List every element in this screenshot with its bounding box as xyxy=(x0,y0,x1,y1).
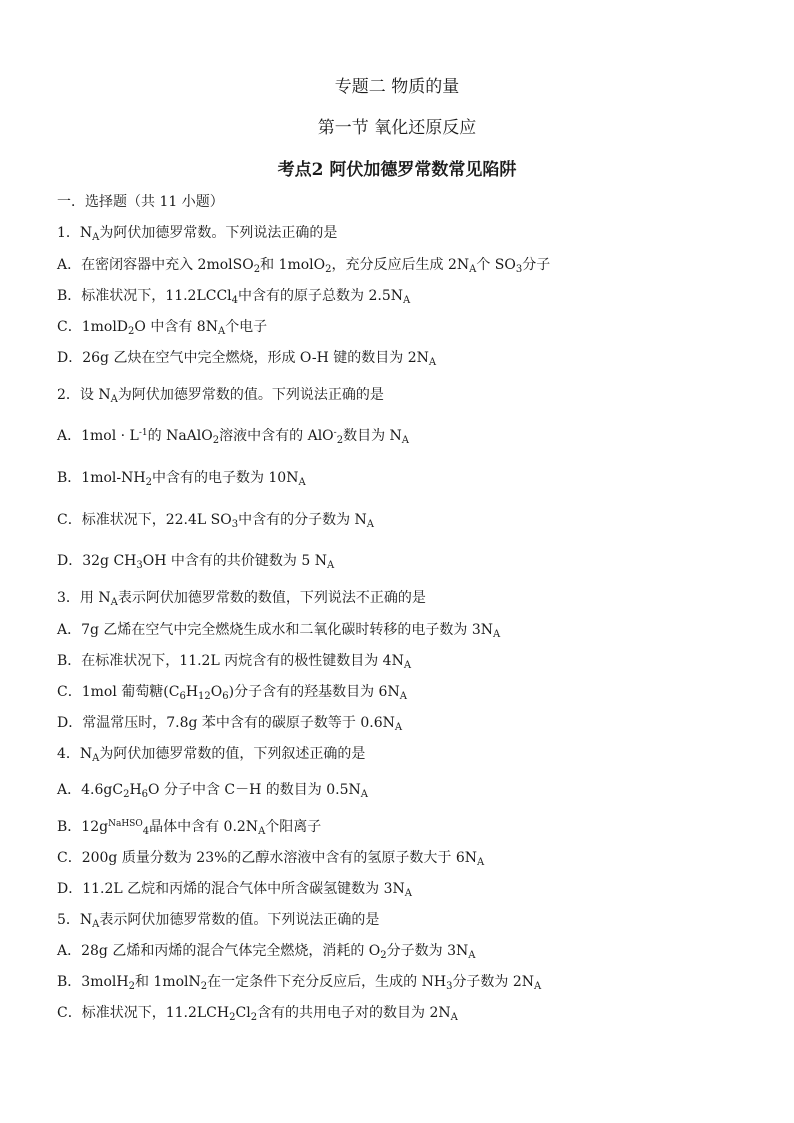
text-segment: C．标准状况下，11.2LCH xyxy=(57,1005,230,1021)
subscript: 2 xyxy=(325,264,332,275)
text-segment: C．1molD xyxy=(57,319,129,335)
text-segment: 2．设 N xyxy=(57,387,111,403)
text-segment: B．标准状况下，11.2LCCl xyxy=(57,288,232,304)
text-segment: 溶液中含有的 AlO xyxy=(219,428,334,444)
text-segment: 4．N xyxy=(57,746,93,762)
answer-option xyxy=(57,683,407,701)
subscript: 2 xyxy=(380,950,387,961)
answer-option xyxy=(57,652,411,670)
subscript: 2 xyxy=(250,1012,258,1023)
answer-option xyxy=(57,287,410,305)
text-segment: C．200g 质量分数为 23%的乙醇水溶液中含有的氢原子数大于 6N xyxy=(57,850,478,866)
subscript: A xyxy=(110,394,118,405)
text-segment: A．28g 乙烯和丙烯的混合气体完全燃烧，消耗的 O xyxy=(57,943,381,959)
subscript: A xyxy=(394,722,403,733)
text-segment: 分子数为 3N xyxy=(386,943,469,959)
topic-title: 专题二 物质的量 xyxy=(334,77,460,97)
question-type-heading: 一．选择题（共 11 小题） xyxy=(57,194,224,210)
question-stem xyxy=(57,911,379,929)
text-segment: A．7g 乙烯在空气中完全燃烧生成水和二氧化碳时转移的电子数为 3N xyxy=(57,622,494,638)
text-segment: A．4.6gC xyxy=(57,782,124,798)
text-segment: D．32g CH xyxy=(57,553,137,569)
answer-option xyxy=(57,349,436,367)
subscript: A xyxy=(493,629,501,640)
text-segment: D．常温常压时，7.8g 苯中含有的碳原子数等于 0.6N xyxy=(57,715,395,731)
text-segment: A．1mol · L xyxy=(57,428,139,444)
subscript: 2 xyxy=(128,326,135,337)
subscript: 3 xyxy=(446,981,453,992)
text-segment: 5．N xyxy=(57,912,93,928)
subscript: 4 xyxy=(231,295,239,306)
subscript: A xyxy=(404,888,412,899)
text-segment: 个 SO xyxy=(476,257,516,273)
text-segment: 晶体中含有 0.2N xyxy=(149,819,259,835)
subscript: A xyxy=(399,691,407,702)
section-title: 第一节 氧化还原反应 xyxy=(317,118,477,138)
superscript: NaHSO xyxy=(108,819,143,829)
text-segment: 3．用 N xyxy=(57,590,111,606)
text-segment: O xyxy=(210,684,223,700)
text-segment: 个电子 xyxy=(225,319,268,335)
answer-option xyxy=(57,942,475,960)
subscript: A xyxy=(92,753,100,764)
text-segment: H xyxy=(185,684,199,700)
point-title: 考点2 阿伏加德罗常数常见陷阱 xyxy=(277,160,517,180)
subscript: A xyxy=(468,950,476,961)
text-segment: O 中含有 8N xyxy=(134,319,218,335)
subscript: 3 xyxy=(515,264,523,275)
text-segment: 数目为 N xyxy=(343,428,402,444)
text-segment: 1．N xyxy=(57,225,93,241)
subscript: A xyxy=(92,232,100,243)
text-segment: B．1mol-NH xyxy=(57,470,146,486)
text-segment: O 分子中含 C－H 的数目为 0.5N xyxy=(148,782,361,798)
subscript: 4 xyxy=(142,826,150,837)
subscript: A xyxy=(298,477,306,488)
text-segment: 为阿伏加德罗常数的值，下列叙述正确的是 xyxy=(99,746,366,762)
text-segment: 中含有的原子总数为 2.5N xyxy=(238,288,404,304)
subscript: 2 xyxy=(128,981,135,992)
answer-option xyxy=(57,781,368,799)
subscript: 3 xyxy=(136,560,143,571)
answer-option xyxy=(57,318,267,336)
text-segment: 为阿伏加德罗常数。下列说法正确的是 xyxy=(99,225,338,241)
answer-option xyxy=(57,1004,458,1022)
subscript: A xyxy=(92,919,100,930)
question-stem xyxy=(57,745,365,763)
subscript: 6 xyxy=(179,691,186,702)
text-segment: 为阿伏加德罗常数的值。下列说法正确的是 xyxy=(117,387,384,403)
text-segment: 含有的共用电子对的数目为 2N xyxy=(257,1005,451,1021)
answer-option xyxy=(57,714,402,732)
text-segment: Cl xyxy=(235,1005,251,1021)
subscript: 2 xyxy=(229,1012,236,1023)
text-segment: 和 1molN xyxy=(134,974,201,990)
text-segment: B．12g xyxy=(57,819,109,835)
text-segment: 分子 xyxy=(522,257,551,273)
text-segment: 中含有的电子数为 10N xyxy=(151,470,299,486)
subscript: 2 xyxy=(200,981,208,992)
subscript: A xyxy=(110,597,118,608)
text-segment: D．11.2L 乙烷和丙烯的混合气体中所含碳氢键数为 3N xyxy=(57,881,405,897)
question-stem xyxy=(57,589,426,607)
answer-option xyxy=(57,880,412,898)
subscript: A xyxy=(477,857,485,868)
question-stem xyxy=(57,386,384,404)
text-segment: ，充分反应后生成 2N xyxy=(331,257,470,273)
text-segment: A．在密闭容器中充入 2molSO xyxy=(57,257,254,273)
subscript: A xyxy=(217,326,226,337)
answer-option xyxy=(57,511,374,529)
subscript: 2 xyxy=(145,477,152,488)
subscript: 2 xyxy=(336,435,344,446)
text-segment: 中含有的分子数为 N xyxy=(238,512,367,528)
text-segment: C．标准状况下，22.4L SO xyxy=(57,512,232,528)
subscript: 2 xyxy=(212,435,220,446)
text-segment: D．26g 乙炔在空气中完全燃烧，形成 O-H 键的数目为 2N xyxy=(57,350,429,366)
text-segment: 在一定条件下充分反应后，生成的 NH xyxy=(207,974,447,990)
subscript: 6 xyxy=(222,691,229,702)
text-segment: B．在标准状况下，11.2L 丙烷含有的极性键数目为 4N xyxy=(57,653,404,669)
subscript: A xyxy=(469,264,477,275)
subscript: A xyxy=(366,519,375,530)
text-segment: 分子数为 2N xyxy=(452,974,535,990)
subscript: A xyxy=(258,826,266,837)
text-segment: 的 NaAlO xyxy=(147,428,213,444)
superscript: - xyxy=(333,428,337,438)
subscript: A xyxy=(403,295,411,306)
subscript: 2 xyxy=(123,789,130,800)
subscript: 12 xyxy=(198,691,211,702)
text-segment: )分子含有的羟基数目为 6N xyxy=(228,684,400,700)
text-segment: 表示阿伏加德罗常数的值。下列说法正确的是 xyxy=(99,912,380,928)
subscript: 2 xyxy=(253,264,261,275)
question-stem xyxy=(57,224,337,242)
subscript: A xyxy=(450,1012,458,1023)
answer-option xyxy=(57,427,409,445)
subscript: A xyxy=(534,981,542,992)
subscript: A xyxy=(326,560,335,571)
answer-option xyxy=(57,552,334,570)
answer-option xyxy=(57,469,306,487)
subscript: A xyxy=(360,789,368,800)
text-segment: 表示阿伏加德罗常数的数值，下列说法不正确的是 xyxy=(117,590,426,606)
text-segment: C．1mol 葡萄糖(C xyxy=(57,684,180,700)
answer-option xyxy=(57,849,484,867)
text-segment: 个阳离子 xyxy=(265,819,322,835)
answer-option xyxy=(57,621,500,639)
subscript: A xyxy=(403,660,412,671)
text-segment: OH 中含有的共价键数为 5 N xyxy=(142,553,327,569)
answer-option xyxy=(57,256,550,274)
text-segment: B．3molH xyxy=(57,974,129,990)
superscript: -1 xyxy=(138,428,148,438)
answer-option xyxy=(57,973,541,991)
subscript: A xyxy=(428,357,437,368)
text-segment: H xyxy=(129,782,142,798)
subscript: 3 xyxy=(231,519,239,530)
answer-option xyxy=(57,818,321,836)
text-segment: 和 1molO xyxy=(260,257,326,273)
subscript: 6 xyxy=(141,789,149,800)
subscript: A xyxy=(401,435,410,446)
